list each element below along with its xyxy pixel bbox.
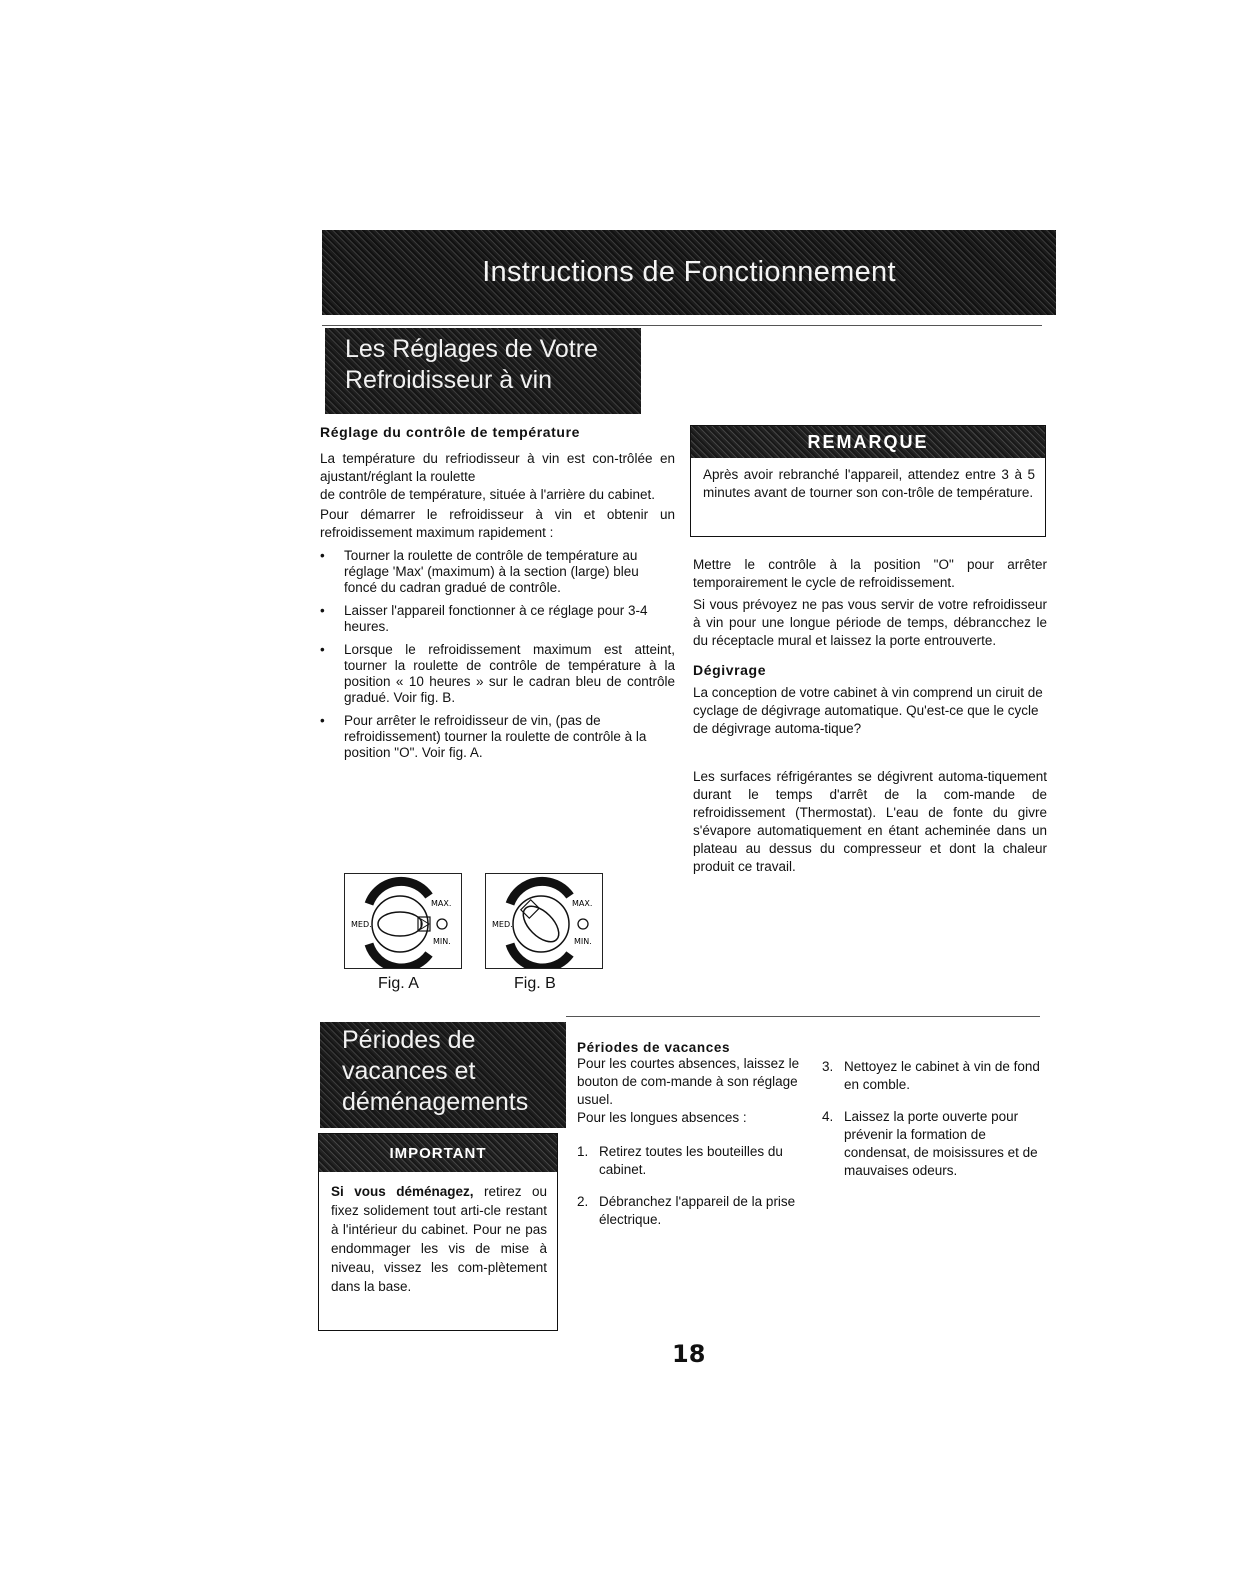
- figure-caption: Fig. A: [378, 975, 419, 992]
- remarque-title: REMARQUE: [691, 426, 1045, 458]
- vacations-section: [577, 1040, 802, 1243]
- temp-heading: Réglage du contrôle de température: [320, 424, 581, 440]
- step-number: 4.: [822, 1109, 834, 1124]
- list-item: [577, 1193, 802, 1229]
- section-title-line: Refroidisseur à vin: [345, 366, 553, 394]
- section-title-line: vacances et: [342, 1057, 476, 1085]
- section-title-vacations: [320, 1022, 566, 1128]
- list-item: • Lorsque le refroidissement maximum est atteint, tourner la roulette de contrôle de température à la position « 10 heures » sur le cadran bleu de contrôle gradué. Voir fig. B.: [320, 642, 675, 706]
- paragraph: La température du refriodisseur à vin est con-trôlée en ajustant/réglant la roulette: [320, 451, 675, 484]
- bullet-list: [320, 548, 675, 761]
- dial-min-label: MIN.: [433, 937, 451, 946]
- list-item: • Laisser l'appareil fonctionner à ce réglage pour 3-4 heures.: [320, 603, 675, 635]
- important-lead: Si vous déménagez,: [331, 1184, 474, 1199]
- step-text: Débranchez l'appareil de la prise électrique.: [599, 1194, 796, 1227]
- page-number: 18: [672, 1340, 706, 1368]
- step-text: Nettoyez le cabinet à vin de fond en comble.: [844, 1059, 1040, 1092]
- paragraph: Pour les longues absences :: [577, 1110, 747, 1125]
- banner-title: Instructions de Fonctionnement: [482, 256, 896, 288]
- dial-max-label: MAX.: [431, 899, 452, 908]
- divider: [566, 1016, 1040, 1017]
- page-banner: [322, 230, 1056, 315]
- step-number: 2.: [577, 1194, 589, 1209]
- step-text: Laissez la porte ouverte pour prévenir la formation de condensat, de moisissures et de mauvaises odeurs.: [844, 1109, 1038, 1178]
- dial-max-label: MAX.: [572, 899, 593, 908]
- list-item: • Pour arrêter le refroidisseur de vin, (pas de refroidissement) tourner la roulette de contrôle à la position "O". Voir fig. A.: [320, 713, 675, 761]
- list-item: • Tourner la roulette de contrôle de température au réglage 'Max' (maximum) à la section (large) bleu foncé du cadran gradué de contrôle.: [320, 548, 675, 596]
- dial-ten-oclock-icon: [486, 874, 602, 968]
- degivrage-heading: Dégivrage: [693, 662, 767, 678]
- figure-caption: Fig. B: [514, 975, 556, 992]
- divider: [322, 325, 1042, 326]
- remarque-box: [690, 425, 1046, 537]
- steps-list: [822, 1058, 1047, 1180]
- section-title-settings: [325, 328, 641, 414]
- figure-a: [344, 873, 462, 969]
- important-title: IMPORTANT: [319, 1134, 557, 1172]
- list-item: [822, 1058, 1047, 1094]
- step-number: 3.: [822, 1059, 834, 1074]
- paragraph: La conception de votre cabinet à vin comprend un ciruit de cyclage de dégivrage automatique. Qu'est-ce que le cycle de dégivrage automa-tique?: [693, 685, 1043, 736]
- dial-med-label: MED.: [351, 920, 372, 929]
- remarque-text: Après avoir rebranché l'appareil, attendez entre 3 à 5 minutes avant de tourner son con-trôle de température.: [703, 467, 1035, 500]
- important-body: retirez ou fixez solidement tout arti-cle restant à l'intérieur du cabinet. Pour ne pas endommager les vis de mise à niveau, vissez les com-plètement dans la base.: [331, 1184, 548, 1294]
- dial-med-label: MED.: [492, 920, 513, 929]
- steps-list: [577, 1143, 802, 1229]
- section-title-line: déménagements: [342, 1088, 529, 1116]
- figure-b: [485, 873, 603, 969]
- paragraph: Mettre le contrôle à la position "O" pour arrêter temporairement le cycle de refroidissement.: [693, 557, 1047, 590]
- paragraph: Pour démarrer le refroidisseur à vin et obtenir un refroidissement maximum rapidement :: [320, 507, 675, 540]
- section-title-line: Périodes de: [342, 1026, 476, 1054]
- important-box: [318, 1133, 558, 1331]
- important-text: [331, 1182, 547, 1296]
- dial-off-icon: [345, 874, 461, 968]
- paragraph: Si vous prévoyez ne pas vous servir de votre refroidisseur à vin pour une longue période de temps, débrancchez le du réceptacle mural et laissez la porte entrouverte.: [693, 597, 1047, 648]
- list-item: [577, 1143, 802, 1179]
- section-title-line: Les Réglages de Votre: [345, 335, 598, 363]
- paragraph: de contrôle de température, située à l'arrière du cabinet.: [320, 487, 656, 502]
- step-number: 1.: [577, 1144, 589, 1159]
- vacations-heading: Périodes de vacances: [577, 1040, 731, 1055]
- paragraph: Les surfaces réfrigérantes se dégivrent automa-tiquement durant le temps d'arrêt de la com-mande de refroidissement (Thermostat). L'eau de fonte du givre s'évapore automatiquement en étant acheminée dans un plateau au dessus du compresseur et dont la chaleur produit ce travail.: [693, 769, 1047, 874]
- right-column: [693, 556, 1047, 876]
- paragraph: Pour les courtes absences, laissez le bouton de com-mande à son réglage usuel.: [577, 1056, 800, 1107]
- list-item: [822, 1108, 1047, 1180]
- temperature-section: [320, 424, 675, 768]
- dial-min-label: MIN.: [574, 937, 592, 946]
- step-text: Retirez toutes les bouteilles du cabinet.: [599, 1144, 783, 1177]
- vacations-steps-right: [822, 1058, 1047, 1194]
